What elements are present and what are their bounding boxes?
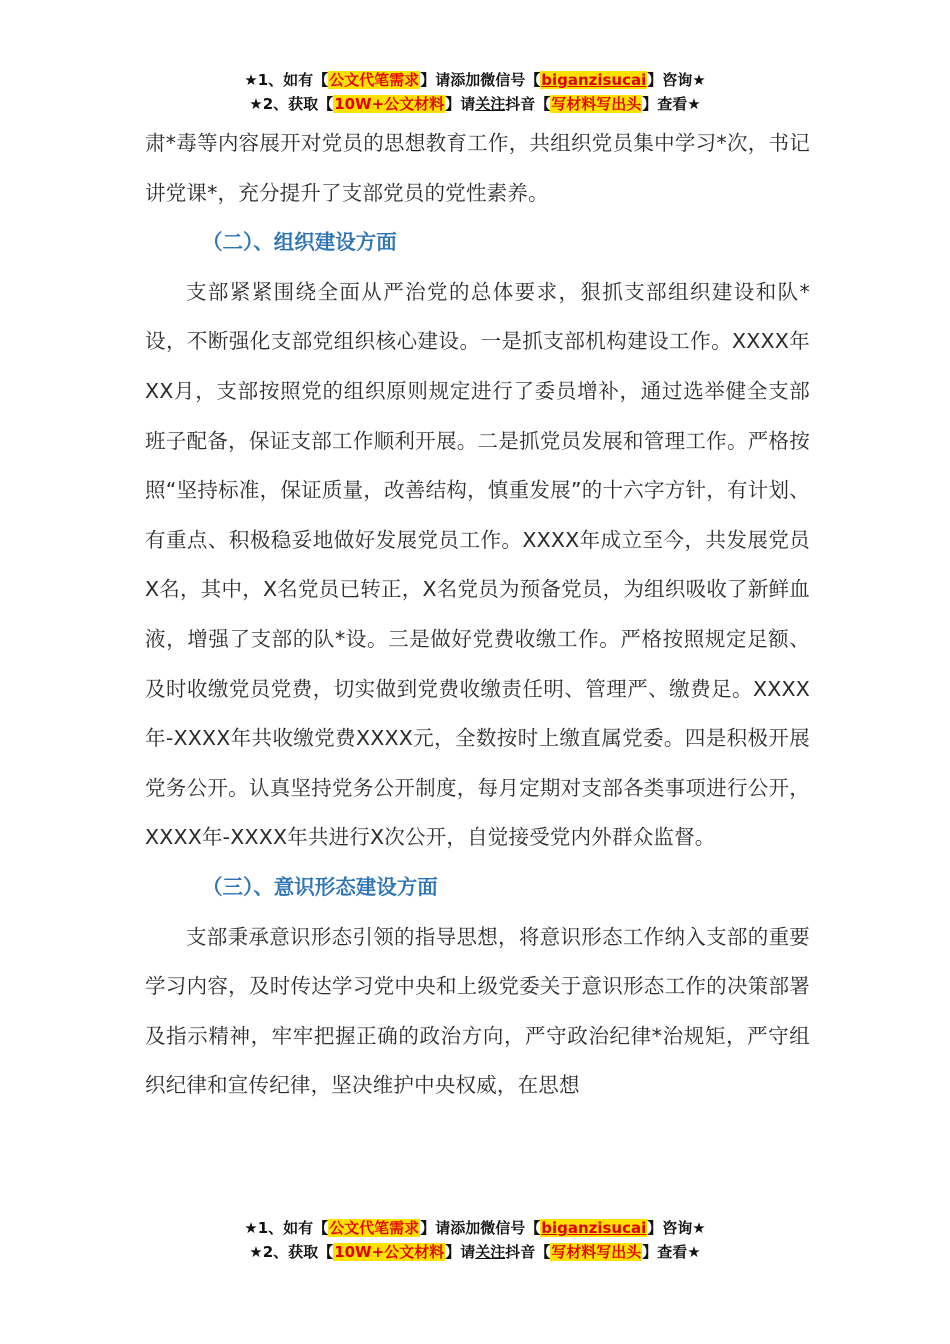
promo-line-2: ★2、获取【10W+公文材料】请关注抖音【写材料写出头】查看★ bbox=[249, 1243, 701, 1261]
star-icon: ★ bbox=[244, 1219, 258, 1237]
promo-line-1: ★1、如有【公文代笔需求】请添加微信号【biganzisucai】咨询★ bbox=[244, 1219, 706, 1237]
paragraph-continued: 肃*毒等内容展开对党员的思想教育工作，共组织党员集中学习*次，书记讲党课*，充分提升了支部党员的党性素养。 bbox=[145, 131, 810, 205]
star-icon: ★ bbox=[249, 1243, 263, 1261]
highlight-ghostwriting: 公文代笔需求 bbox=[329, 1219, 420, 1237]
star-icon: ★ bbox=[249, 95, 263, 113]
paragraph-organization: 支部紧紧围绕全面从严治党的总体要求，狠抓支部组织建设和队*设，不断强化支部党组织核心建设。一是抓支部机构建设工作。XXXX年XX月，支部按照党的组织原则规定进行了委员增补，通过选举健全支部班子配备，保证支部工作顺利开展。二是抓党员发展和管理工作。严格按照“坚持标准，保证质量，改善结构，慎重发展”的十六字方针，有计划、有重点、积极稳妥地做好发展党员工作。XXXX年成立至今，共发展党员X名，其中，X名党员已转正，X名党员为预备党员，为组织吸收了新鲜血液，增强了支部的队*设。三是做好党费收缴工作。严格按照规定足额、及时收缴党员党费，切实做到党费收缴责任明、管理严、缴费足。XXXX年-XXXX年共收缴党费XXXX元，全数按时上缴直属党委。四是积极开展党务公开。认真坚持党务公开制度，每月定期对支部各类事项进行公开，XXXX年-XXXX年共进行X次公开，自觉接受党内外群众监督。 bbox=[145, 279, 810, 850]
highlight-materials: 10W+公文材料 bbox=[334, 95, 445, 113]
document-body bbox=[145, 119, 810, 1111]
promo-line-2: ★2、获取【10W+公文材料】请关注抖音【写材料写出头】查看★ bbox=[249, 95, 701, 113]
highlight-ghostwriting: 公文代笔需求 bbox=[329, 71, 420, 89]
douyin-account-link[interactable]: 写材料写出头 bbox=[551, 95, 642, 113]
wechat-id-link[interactable]: biganzisucai bbox=[541, 1219, 647, 1237]
paragraph-ideology: 支部秉承意识形态引领的指导思想，将意识形态工作纳入支部的重要学习内容，及时传达学习党中央和上级党委关于意识形态工作的决策部署及指示精神，牢牢把握正确的政治方向，严守政治纪律*治规矩，严守组织纪律和宣传纪律，坚决维护中央权威，在思想 bbox=[145, 924, 810, 1098]
promo-line-1: ★1、如有【公文代笔需求】请添加微信号【biganzisucai】咨询★ bbox=[244, 71, 706, 89]
section-heading-ideology: （三）、意识形态建设方面 bbox=[202, 874, 438, 899]
star-icon: ★ bbox=[244, 71, 258, 89]
douyin-account-link[interactable]: 写材料写出头 bbox=[551, 1243, 642, 1261]
highlight-materials: 10W+公文材料 bbox=[334, 1243, 445, 1261]
wechat-id-link[interactable]: biganzisucai bbox=[541, 71, 647, 89]
section-heading-organization: （二）、组织建设方面 bbox=[202, 230, 397, 255]
promo-banner-top bbox=[0, 68, 950, 116]
promo-banner-bottom bbox=[0, 1216, 950, 1264]
